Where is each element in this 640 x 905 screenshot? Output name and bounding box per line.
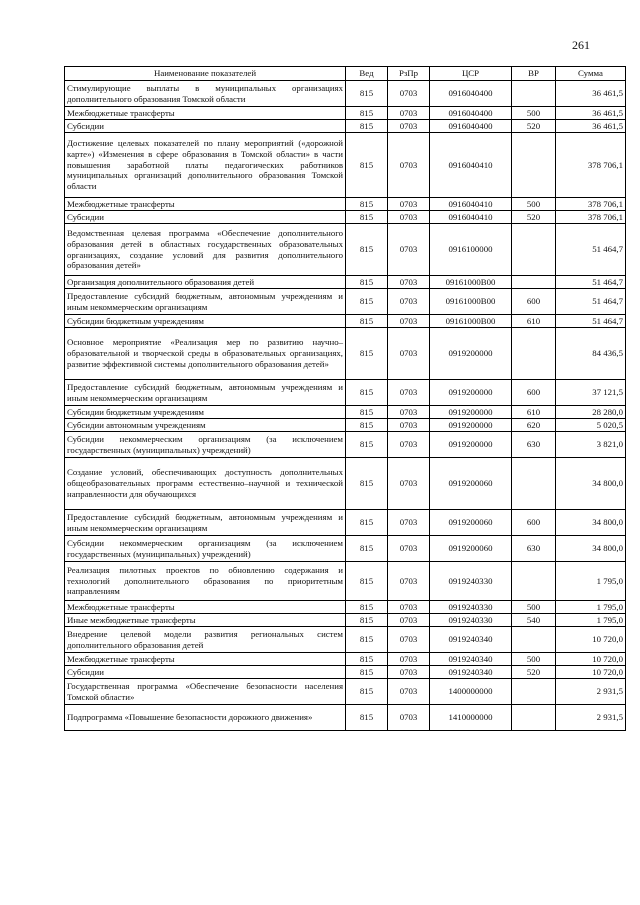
row-name: Межбюджетные трансферты bbox=[65, 653, 346, 666]
budget-table bbox=[64, 66, 626, 731]
row-rzpr: 0703 bbox=[388, 211, 430, 224]
row-sum: 84 436,5 bbox=[556, 328, 626, 380]
row-sum: 5 020,5 bbox=[556, 419, 626, 432]
row-vr: 500 bbox=[512, 601, 556, 614]
row-csr: 0916040400 bbox=[430, 81, 512, 107]
row-sum: 51 464,7 bbox=[556, 315, 626, 328]
row-csr: 0919240340 bbox=[430, 666, 512, 679]
row-ved: 815 bbox=[346, 562, 388, 601]
row-sum: 10 720,0 bbox=[556, 627, 626, 653]
row-sum: 3 821,0 bbox=[556, 432, 626, 458]
row-name: Межбюджетные трансферты bbox=[65, 601, 346, 614]
row-name: Субсидии автономным учреждениям bbox=[65, 419, 346, 432]
row-vr: 520 bbox=[512, 666, 556, 679]
row-rzpr: 0703 bbox=[388, 614, 430, 627]
row-sum: 1 795,0 bbox=[556, 562, 626, 601]
row-rzpr: 0703 bbox=[388, 81, 430, 107]
page-number: 261 bbox=[572, 38, 590, 52]
table-row bbox=[65, 289, 626, 315]
row-vr: 500 bbox=[512, 107, 556, 120]
row-csr: 0916040400 bbox=[430, 107, 512, 120]
row-vr: 610 bbox=[512, 315, 556, 328]
row-csr: 0919200000 bbox=[430, 432, 512, 458]
row-sum: 34 800,0 bbox=[556, 510, 626, 536]
row-csr: 0919240330 bbox=[430, 614, 512, 627]
row-vr: 520 bbox=[512, 120, 556, 133]
row-name: Ведомственная целевая программа «Обеспечение дополнительного образования детей в областных государственных образовательных организациях, создание условий для развития дополнительного образования детей» bbox=[65, 224, 346, 276]
row-csr: 0919200060 bbox=[430, 536, 512, 562]
row-name: Достижение целевых показателей по плану мероприятий («дорожной карте») «Изменения в сфере образования в Томской области» в части повышения заработной платы педагогических работников муниципальных организаций дополнительного образования Томской области bbox=[65, 133, 346, 198]
table-row bbox=[65, 614, 626, 627]
row-csr: 09161000В00 bbox=[430, 289, 512, 315]
row-rzpr: 0703 bbox=[388, 679, 430, 705]
row-sum: 37 121,5 bbox=[556, 380, 626, 406]
row-name: Межбюджетные трансферты bbox=[65, 107, 346, 120]
row-name: Внедрение целевой модели развития региональных систем дополнительного образования детей bbox=[65, 627, 346, 653]
row-name: Подпрограмма «Повышение безопасности дорожного движения» bbox=[65, 705, 346, 731]
row-rzpr: 0703 bbox=[388, 653, 430, 666]
row-csr: 0919240330 bbox=[430, 601, 512, 614]
table-row bbox=[65, 211, 626, 224]
row-rzpr: 0703 bbox=[388, 120, 430, 133]
row-name: Субсидии bbox=[65, 666, 346, 679]
row-csr: 0916040410 bbox=[430, 211, 512, 224]
row-sum: 378 706,1 bbox=[556, 133, 626, 198]
row-sum: 51 464,7 bbox=[556, 224, 626, 276]
row-rzpr: 0703 bbox=[388, 289, 430, 315]
row-sum: 51 464,7 bbox=[556, 276, 626, 289]
row-name: Государственная программа «Обеспечение безопасности населения Томской области» bbox=[65, 679, 346, 705]
table-row bbox=[65, 224, 626, 276]
row-vr: 600 bbox=[512, 510, 556, 536]
row-sum: 36 461,5 bbox=[556, 120, 626, 133]
row-ved: 815 bbox=[346, 198, 388, 211]
row-rzpr: 0703 bbox=[388, 432, 430, 458]
table-row bbox=[65, 315, 626, 328]
row-vr bbox=[512, 133, 556, 198]
row-name: Субсидии бюджетным учреждениям bbox=[65, 406, 346, 419]
row-name: Иные межбюджетные трансферты bbox=[65, 614, 346, 627]
table-row bbox=[65, 653, 626, 666]
row-name: Субсидии бюджетным учреждениям bbox=[65, 315, 346, 328]
table-row bbox=[65, 666, 626, 679]
row-ved: 815 bbox=[346, 81, 388, 107]
row-ved: 815 bbox=[346, 406, 388, 419]
row-sum: 36 461,5 bbox=[556, 107, 626, 120]
table-body bbox=[65, 81, 626, 731]
row-name: Стимулирующие выплаты в муниципальных организациях дополнительного образования Томской области bbox=[65, 81, 346, 107]
table-row bbox=[65, 536, 626, 562]
table-row bbox=[65, 133, 626, 198]
row-rzpr: 0703 bbox=[388, 536, 430, 562]
row-sum: 2 931,5 bbox=[556, 679, 626, 705]
row-sum: 378 706,1 bbox=[556, 211, 626, 224]
row-vr bbox=[512, 224, 556, 276]
row-rzpr: 0703 bbox=[388, 224, 430, 276]
row-vr: 520 bbox=[512, 211, 556, 224]
row-vr bbox=[512, 627, 556, 653]
row-ved: 815 bbox=[346, 276, 388, 289]
row-ved: 815 bbox=[346, 614, 388, 627]
row-name: Предоставление субсидий бюджетным, автономным учреждениям и иным некоммерческим организациям bbox=[65, 510, 346, 536]
row-csr: 1400000000 bbox=[430, 679, 512, 705]
row-rzpr: 0703 bbox=[388, 133, 430, 198]
row-csr: 0919240340 bbox=[430, 653, 512, 666]
row-vr: 610 bbox=[512, 406, 556, 419]
row-sum: 34 800,0 bbox=[556, 458, 626, 510]
row-vr: 630 bbox=[512, 432, 556, 458]
table-row bbox=[65, 458, 626, 510]
row-ved: 815 bbox=[346, 432, 388, 458]
row-name: Субсидии некоммерческим организациям (за исключением государственных (муниципальных) учреждений) bbox=[65, 432, 346, 458]
row-ved: 815 bbox=[346, 666, 388, 679]
row-csr: 0919200000 bbox=[430, 328, 512, 380]
table-row bbox=[65, 601, 626, 614]
row-name: Межбюджетные трансферты bbox=[65, 198, 346, 211]
row-vr: 600 bbox=[512, 380, 556, 406]
column-header-sum: Сумма bbox=[556, 67, 626, 81]
table-row bbox=[65, 510, 626, 536]
row-ved: 815 bbox=[346, 653, 388, 666]
row-rzpr: 0703 bbox=[388, 198, 430, 211]
row-sum: 34 800,0 bbox=[556, 536, 626, 562]
row-vr bbox=[512, 81, 556, 107]
table-row bbox=[65, 562, 626, 601]
row-name: Организация дополнительного образования детей bbox=[65, 276, 346, 289]
row-name: Субсидии bbox=[65, 120, 346, 133]
table-row bbox=[65, 627, 626, 653]
row-vr bbox=[512, 562, 556, 601]
row-vr: 540 bbox=[512, 614, 556, 627]
row-rzpr: 0703 bbox=[388, 562, 430, 601]
table-row bbox=[65, 120, 626, 133]
row-csr: 0916040400 bbox=[430, 120, 512, 133]
row-name: Реализация пилотных проектов по обновлению содержания и технологий дополнительного образования по приоритетным направлениям bbox=[65, 562, 346, 601]
row-name: Основное мероприятие «Реализация мер по развитию научно–образовательной и творческой среды в образовательных организациях, развитие эффективной системы дополнительного образования детей» bbox=[65, 328, 346, 380]
column-header-name: Наименование показателей bbox=[65, 67, 346, 81]
table-row bbox=[65, 107, 626, 120]
row-rzpr: 0703 bbox=[388, 406, 430, 419]
row-sum: 10 720,0 bbox=[556, 653, 626, 666]
row-ved: 815 bbox=[346, 107, 388, 120]
row-vr bbox=[512, 276, 556, 289]
row-rzpr: 0703 bbox=[388, 627, 430, 653]
column-header-rzpr: РзПр bbox=[388, 67, 430, 81]
row-name: Предоставление субсидий бюджетным, автономным учреждениям и иным некоммерческим организациям bbox=[65, 380, 346, 406]
row-rzpr: 0703 bbox=[388, 380, 430, 406]
row-csr: 0916100000 bbox=[430, 224, 512, 276]
row-ved: 815 bbox=[346, 536, 388, 562]
row-vr bbox=[512, 458, 556, 510]
row-ved: 815 bbox=[346, 133, 388, 198]
row-rzpr: 0703 bbox=[388, 510, 430, 536]
row-name: Создание условий, обеспечивающих доступность дополнительных общеобразовательных программ естественно–научной и технической направленности для обучающихся bbox=[65, 458, 346, 510]
column-header-csr: ЦСР bbox=[430, 67, 512, 81]
row-csr: 09161000В00 bbox=[430, 315, 512, 328]
row-vr: 500 bbox=[512, 198, 556, 211]
table-row bbox=[65, 380, 626, 406]
row-sum: 2 931,5 bbox=[556, 705, 626, 731]
row-csr: 0919240340 bbox=[430, 627, 512, 653]
row-ved: 815 bbox=[346, 224, 388, 276]
row-vr: 500 bbox=[512, 653, 556, 666]
row-ved: 815 bbox=[346, 705, 388, 731]
row-rzpr: 0703 bbox=[388, 601, 430, 614]
row-rzpr: 0703 bbox=[388, 419, 430, 432]
row-csr: 0919200060 bbox=[430, 458, 512, 510]
row-ved: 815 bbox=[346, 380, 388, 406]
row-sum: 1 795,0 bbox=[556, 614, 626, 627]
row-vr bbox=[512, 705, 556, 731]
row-csr: 0919200000 bbox=[430, 419, 512, 432]
table-row bbox=[65, 276, 626, 289]
row-csr: 0919240330 bbox=[430, 562, 512, 601]
row-ved: 815 bbox=[346, 458, 388, 510]
table-row bbox=[65, 419, 626, 432]
row-rzpr: 0703 bbox=[388, 328, 430, 380]
row-vr: 600 bbox=[512, 289, 556, 315]
row-ved: 815 bbox=[346, 120, 388, 133]
row-vr: 620 bbox=[512, 419, 556, 432]
table-row bbox=[65, 679, 626, 705]
row-csr: 0919200060 bbox=[430, 510, 512, 536]
row-name: Субсидии некоммерческим организациям (за исключением государственных (муниципальных) учреждений) bbox=[65, 536, 346, 562]
row-rzpr: 0703 bbox=[388, 107, 430, 120]
row-sum: 28 280,0 bbox=[556, 406, 626, 419]
row-rzpr: 0703 bbox=[388, 705, 430, 731]
table-row bbox=[65, 81, 626, 107]
column-header-ved: Вед bbox=[346, 67, 388, 81]
row-sum: 378 706,1 bbox=[556, 198, 626, 211]
row-csr: 09161000В00 bbox=[430, 276, 512, 289]
row-csr: 0919200000 bbox=[430, 406, 512, 419]
row-ved: 815 bbox=[346, 211, 388, 224]
row-ved: 815 bbox=[346, 315, 388, 328]
row-ved: 815 bbox=[346, 419, 388, 432]
row-rzpr: 0703 bbox=[388, 458, 430, 510]
row-ved: 815 bbox=[346, 328, 388, 380]
row-rzpr: 0703 bbox=[388, 276, 430, 289]
row-name: Предоставление субсидий бюджетным, автономным учреждениям и иным некоммерческим организациям bbox=[65, 289, 346, 315]
row-ved: 815 bbox=[346, 601, 388, 614]
row-ved: 815 bbox=[346, 679, 388, 705]
table-row bbox=[65, 705, 626, 731]
table-row bbox=[65, 432, 626, 458]
table-row bbox=[65, 328, 626, 380]
table-header-row bbox=[65, 67, 626, 81]
row-rzpr: 0703 bbox=[388, 666, 430, 679]
row-csr: 0916040410 bbox=[430, 133, 512, 198]
row-ved: 815 bbox=[346, 289, 388, 315]
row-rzpr: 0703 bbox=[388, 315, 430, 328]
row-sum: 36 461,5 bbox=[556, 81, 626, 107]
row-vr bbox=[512, 679, 556, 705]
row-vr bbox=[512, 328, 556, 380]
row-csr: 0916040410 bbox=[430, 198, 512, 211]
row-csr: 0919200000 bbox=[430, 380, 512, 406]
table-row bbox=[65, 406, 626, 419]
row-ved: 815 bbox=[346, 627, 388, 653]
row-name: Субсидии bbox=[65, 211, 346, 224]
row-sum: 10 720,0 bbox=[556, 666, 626, 679]
row-sum: 1 795,0 bbox=[556, 601, 626, 614]
row-vr: 630 bbox=[512, 536, 556, 562]
table-row bbox=[65, 198, 626, 211]
row-csr: 1410000000 bbox=[430, 705, 512, 731]
row-ved: 815 bbox=[346, 510, 388, 536]
column-header-vr: ВР bbox=[512, 67, 556, 81]
row-sum: 51 464,7 bbox=[556, 289, 626, 315]
